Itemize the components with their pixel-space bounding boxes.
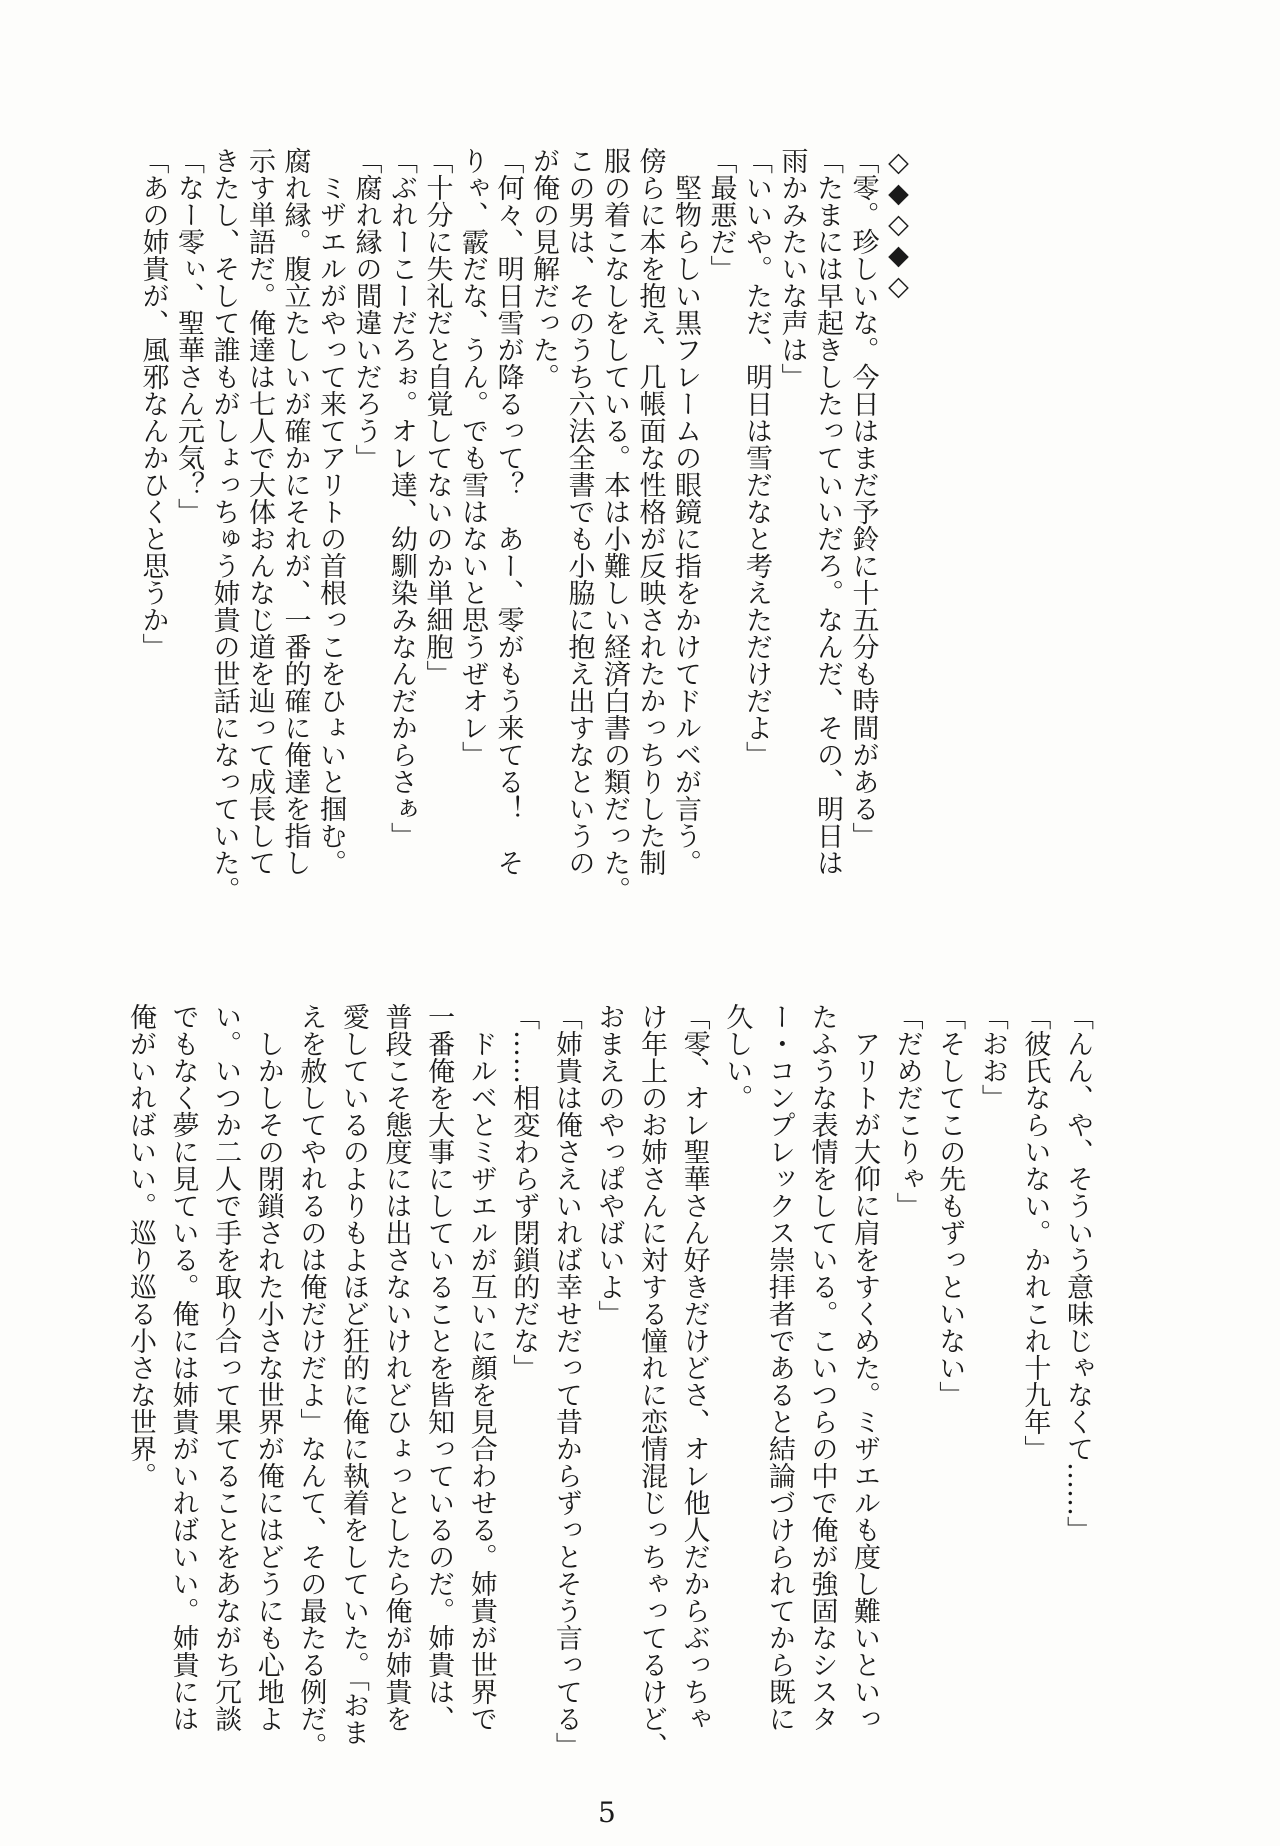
text-column: 「んん、や、そういう意味じゃなくて……」 <box>1062 1003 1093 1543</box>
text-column: 愛しているのよりもよほど狂的に俺に執着をしていた。「おま <box>337 1003 369 1746</box>
text-column: 「いいや。ただ、明日は雪だなと考えただけだよ」 <box>741 147 772 768</box>
text-column: 久しい。 <box>721 1003 753 1111</box>
text-column: 「そしてこの先もずっといない」 <box>934 1003 966 1408</box>
text-column: 「腐れ縁の間違いだろう」 <box>350 147 382 471</box>
text-column: 雨かみたいな声は」 <box>776 147 808 390</box>
text-column: でもなく夢に見ている。俺には姉貴がいればいい。姉貴には <box>167 1003 199 1732</box>
text-column: しかしその閉鎖された小さな世界が俺にはどうにも心地よ <box>252 1003 284 1732</box>
text-column: 「ぶれーこーだろぉ。オレ達、幼馴染みなんだからさぁ」 <box>386 147 417 849</box>
text-column: 腐れ縁。腹立たしいが確かにそれが、一番的確に俺達を指し <box>279 147 311 876</box>
text-column: が俺の見解だった。 <box>528 147 559 390</box>
text-column: アリトが大仰に肩をすくめた。ミザエルも度し難いといっ <box>849 1003 881 1732</box>
text-column: 一番俺を大事にしていることを皆知っているのだ。姉貴は、 <box>423 1003 455 1732</box>
page-number: 5 <box>598 1796 616 1829</box>
text-column: 「十分に失礼だと自覚してないのか単細胞」 <box>421 147 453 687</box>
text-column: い。いつか二人で手を取り合って果てることをあながち冗談 <box>210 1003 242 1732</box>
upper-text-block <box>135 147 916 917</box>
text-column: りゃ、霰だな、うん。でも雪はないと思うぜオレ」 <box>457 147 488 768</box>
text-column: 「だめだこりゃ」 <box>891 1003 923 1219</box>
text-column: きたし、そして誰もがしょっちゅう姉貴の世話になっていた。 <box>208 147 240 903</box>
text-column: 俺がいればいい。巡り巡る小さな世界。 <box>124 1003 156 1489</box>
text-column: 傍らに本を抱え、几帳面な性格が反映されたかっちりした制 <box>634 147 666 876</box>
text-column: 「零、オレ聖華さん好きだけどさ、オレ他人だからぶっちゃ <box>678 1003 710 1732</box>
text-column: たふうな表情をしている。こいつらの中で俺が強固なシスタ <box>806 1003 838 1732</box>
text-column: 「最悪だ」 <box>705 147 737 282</box>
text-column: 堅物らしい黒フレームの眼鏡に指をかけてドルベが言う。 <box>670 147 701 876</box>
text-column: 「零。珍しいな。今日はまだ予鈴に十五分も時間がある」 <box>847 147 879 849</box>
text-column: 「何々、明日雪が降るって？ あー、零がもう来てる！ そ <box>492 147 524 876</box>
text-column: ◇◆◇◆◇ <box>883 147 914 302</box>
text-column: 「あの姉貴が、風邪なんかひくと思うか」 <box>137 147 169 660</box>
text-column: 「たまには早起きしたっていいだろ。なんだ、その、明日は <box>812 147 843 876</box>
text-column: おまえのやっぱやばいよ」 <box>593 1003 625 1327</box>
text-column: えを赦してやれるのは俺だけだよ」なんて、その最たる例だ。 <box>295 1003 327 1759</box>
text-column: 普段こそ態度には出さないけれどひょっとしたら俺が姉貴を <box>380 1003 412 1732</box>
text-column: ドルベとミザエルが互いに顔を見合わせる。姉貴が世界で <box>465 1003 497 1732</box>
text-column: ミザエルがやって来てアリトの首根っこをひょいと掴む。 <box>315 147 346 876</box>
text-column: 「おお」 <box>976 1003 1008 1111</box>
text-column: 示す単語だ。俺達は七人で大体おんなじ道を辿って成長して <box>244 147 275 876</box>
text-column: 「彼氏ならいない。かれこれ十九年」 <box>1019 1003 1051 1462</box>
text-column: 服の着こなしをしている。本は小難しい経済白書の類だった。 <box>599 147 630 903</box>
text-column: ー・コンプレックス崇拝者であると結論づけられてから既に <box>763 1003 795 1732</box>
text-column: 「……相変わらず閉鎖的だな」 <box>508 1003 540 1381</box>
text-column: 「姉貴は俺さえいれば幸せだって昔からずっとそう言ってる」 <box>550 1003 582 1759</box>
text-column: 「なー零ぃ、聖華さん元気？」 <box>173 147 204 525</box>
text-column: この男は、そのうち六法全書でも小脇に抱え出すなというの <box>563 147 595 876</box>
lower-text-block <box>118 1003 1098 1773</box>
text-column: け年上のお姉さんに対する憧れに恋情混じっちゃってるけど、 <box>636 1003 668 1759</box>
